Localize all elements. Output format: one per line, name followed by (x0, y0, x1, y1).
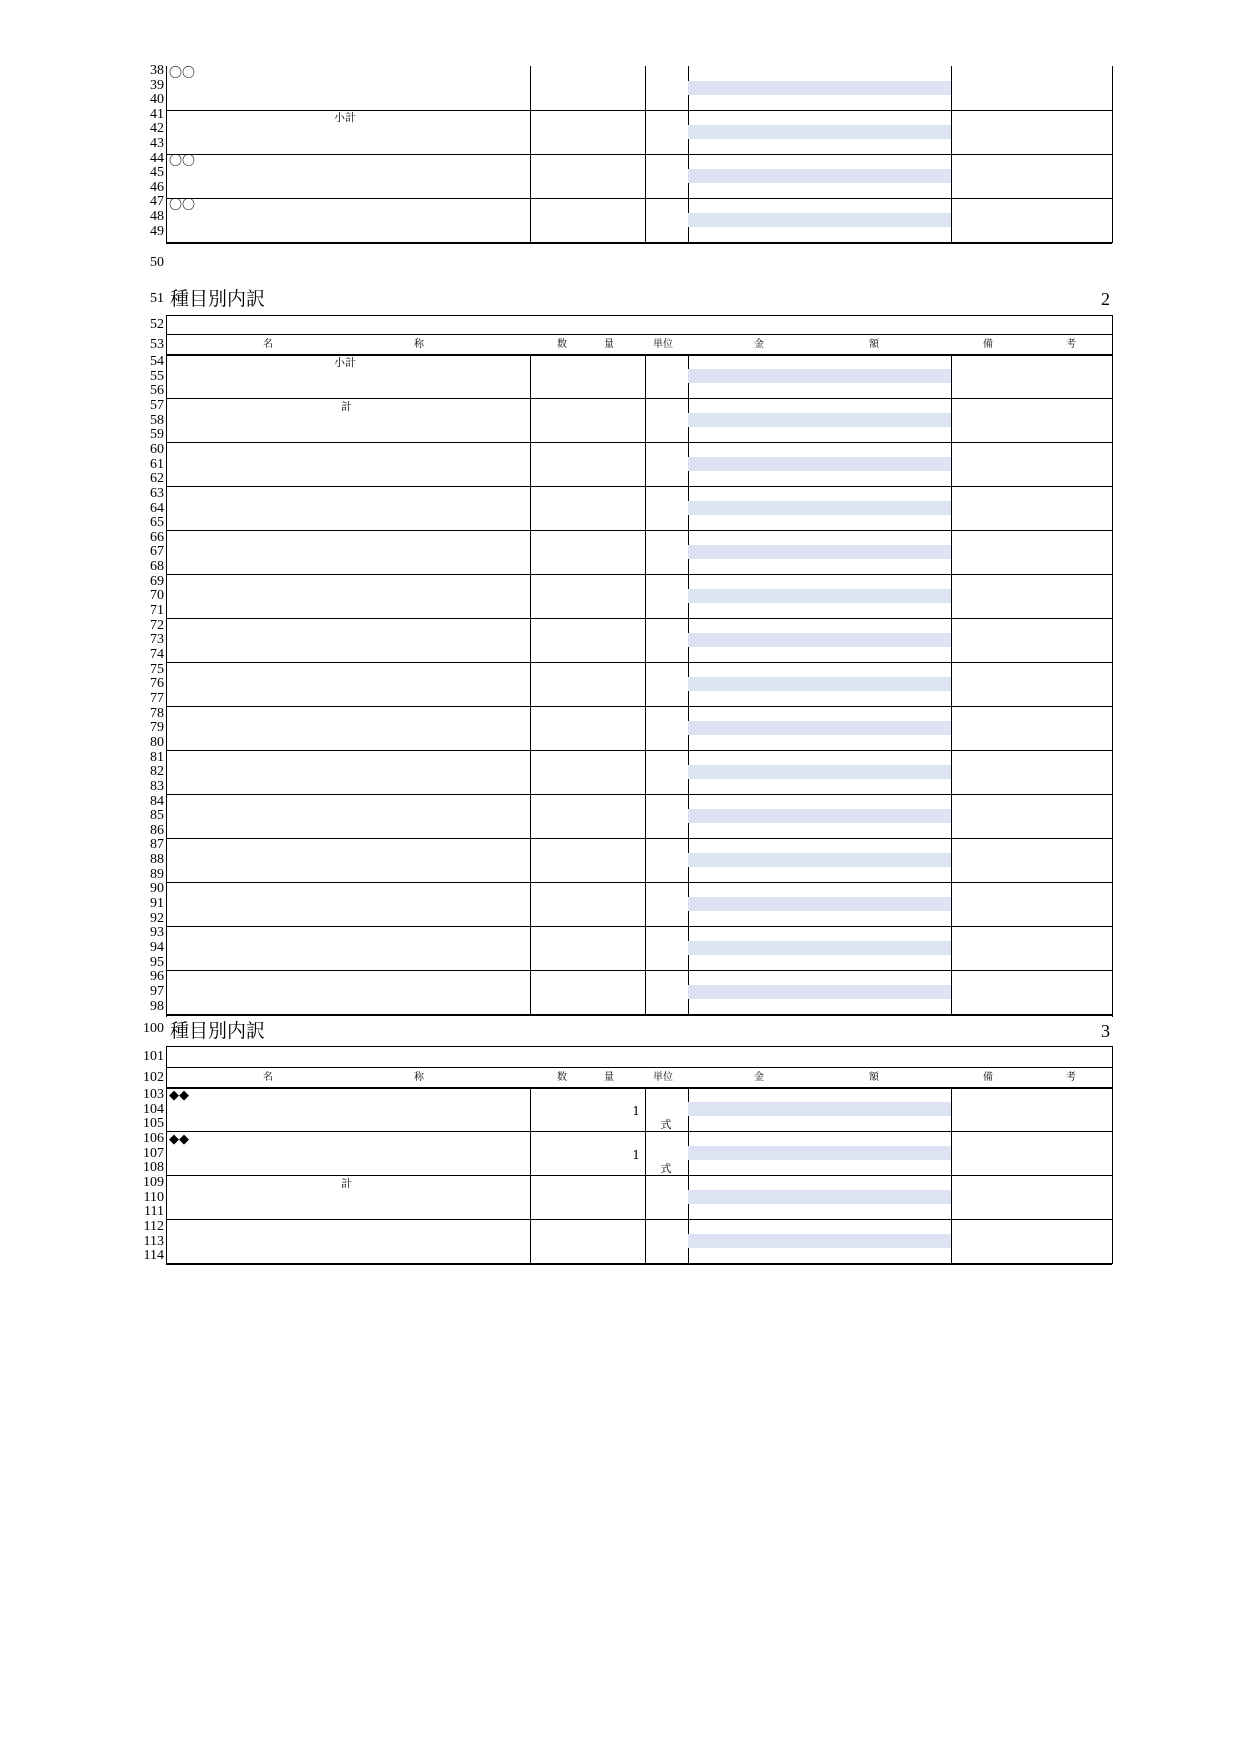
row-number: 53 (150, 337, 164, 352)
row-number: 49 (150, 223, 164, 239)
grid-hline (166, 154, 1112, 155)
amount-band (688, 1146, 951, 1160)
grid-hline (166, 926, 1112, 927)
row-number: 65 (150, 515, 164, 531)
grid-hline (166, 1263, 1112, 1265)
row-number: 94 (150, 940, 164, 955)
amount-band (688, 985, 951, 999)
row-number: 81 (150, 749, 164, 765)
row-number: 108 (143, 1160, 164, 1176)
row-number: 98 (150, 998, 164, 1014)
amount-band (688, 457, 951, 471)
item-mark: ◆◆ (169, 1132, 189, 1147)
amount-band (688, 897, 951, 911)
unit-value: 式 (660, 1162, 672, 1175)
row-number: 76 (150, 676, 164, 692)
amount-band (688, 1234, 951, 1248)
grid-hline (166, 1014, 1112, 1016)
row-number: 48 (150, 209, 164, 224)
header-quantity: 量 (604, 1072, 614, 1083)
row-number: 39 (150, 77, 164, 93)
grid-hline (166, 574, 1112, 575)
row-number: 57 (150, 397, 164, 413)
row-number: 50 (150, 255, 164, 270)
row-number: 110 (143, 1189, 164, 1205)
row-number: 74 (150, 647, 164, 662)
grid-hline (166, 486, 1112, 487)
item-mark: 〇〇 (169, 66, 196, 81)
item-mark: 〇〇 (169, 154, 196, 169)
amount-band (688, 369, 951, 383)
row-number: 80 (150, 734, 164, 750)
grid-hline (166, 354, 1112, 356)
row-number: 75 (150, 661, 164, 677)
grid-vline (645, 354, 646, 1014)
amount-band (688, 809, 951, 823)
subtotal-label: 小計 (334, 356, 356, 369)
row-number: 112 (143, 1218, 164, 1234)
row-number: 43 (150, 136, 164, 151)
amount-band (688, 633, 951, 647)
grid-vline (1112, 1046, 1113, 1264)
amount-band (688, 941, 951, 955)
row-number: 91 (150, 896, 164, 912)
quantity-value: 1 (632, 1104, 640, 1118)
header-name: 名 (263, 339, 273, 350)
row-number: 59 (150, 427, 164, 443)
row-number: 56 (150, 383, 164, 399)
header-amount: 額 (869, 1072, 879, 1083)
row-number: 105 (143, 1116, 164, 1132)
header-remarks: 考 (1066, 339, 1076, 350)
grid-hline (166, 706, 1112, 707)
grid-hline (166, 442, 1112, 443)
amount-band (688, 213, 951, 227)
total-label: 計 (341, 1177, 352, 1190)
amount-band (688, 1102, 951, 1116)
row-number: 111 (144, 1204, 164, 1220)
grid-hline (166, 1046, 1112, 1047)
row-number: 107 (143, 1145, 164, 1161)
row-number: 64 (150, 500, 164, 516)
row-number: 77 (150, 690, 164, 706)
grid-hline (166, 882, 1112, 883)
row-number: 69 (150, 573, 164, 589)
grid-hline (166, 530, 1112, 531)
row-number: 89 (150, 866, 164, 882)
row-number: 70 (150, 588, 164, 604)
grid-hline (166, 1219, 1112, 1220)
section-title: 種目別内訳 (170, 1020, 266, 1042)
row-number: 52 (150, 317, 164, 332)
row-number: 97 (150, 983, 164, 999)
row-number: 79 (150, 720, 164, 736)
section-title: 種目別内訳 (170, 288, 266, 310)
header-remarks: 備 (983, 339, 993, 350)
grid-hline (166, 1067, 1112, 1068)
header-remarks: 考 (1066, 1072, 1076, 1083)
row-number: 44 (150, 150, 164, 166)
grid-hline (166, 750, 1112, 751)
grid-vline (1112, 315, 1113, 1017)
header-unit: 単位 (653, 339, 673, 350)
header-remarks: 備 (983, 1072, 993, 1083)
page-number: 2 (1101, 289, 1110, 309)
row-number: 82 (150, 764, 164, 780)
row-number: 46 (150, 179, 164, 195)
grid-hline (166, 1175, 1112, 1176)
grid-vline (530, 354, 531, 1014)
row-number: 103 (143, 1087, 164, 1102)
row-number: 78 (150, 705, 164, 721)
grid-vline (951, 354, 952, 1014)
grid-hline (166, 838, 1112, 839)
row-number: 40 (150, 92, 164, 108)
row-number: 83 (150, 778, 164, 794)
row-number: 113 (143, 1233, 164, 1249)
amount-band (688, 677, 951, 691)
grid-hline (166, 1131, 1112, 1132)
amount-band (688, 169, 951, 183)
amount-band (688, 81, 951, 95)
grid-vline (166, 1046, 167, 1264)
row-number: 86 (150, 822, 164, 838)
grid-hline (166, 662, 1112, 663)
amount-band (688, 125, 951, 139)
grid-hline (166, 398, 1112, 399)
row-number: 51 (150, 291, 164, 306)
row-number: 55 (150, 368, 164, 384)
grid-hline (166, 198, 1112, 199)
row-number: 106 (143, 1130, 164, 1146)
row-number: 63 (150, 485, 164, 501)
header-name: 称 (414, 1072, 424, 1083)
grid-hline (166, 110, 1112, 111)
header-unit: 単位 (653, 1072, 673, 1083)
grid-hline (166, 242, 1112, 244)
total-label: 計 (341, 400, 352, 413)
row-number: 96 (150, 969, 164, 985)
row-number: 88 (150, 852, 164, 868)
grid-hline (166, 315, 1112, 316)
amount-band (688, 589, 951, 603)
row-number: 93 (150, 925, 164, 941)
item-mark: ◆◆ (169, 1088, 189, 1103)
amount-band (688, 501, 951, 515)
row-number: 61 (150, 456, 164, 472)
row-number: 73 (150, 632, 164, 648)
row-number: 95 (150, 954, 164, 970)
row-number: 68 (150, 559, 164, 575)
row-number: 38 (150, 63, 164, 78)
row-number: 90 (150, 881, 164, 897)
amount-band (688, 1190, 951, 1204)
grid-vline (1112, 66, 1113, 243)
amount-band (688, 545, 951, 559)
page-number: 3 (1101, 1021, 1110, 1041)
header-amount: 額 (869, 339, 879, 350)
row-number: 85 (150, 808, 164, 824)
row-number: 72 (150, 617, 164, 633)
row-number: 104 (143, 1101, 164, 1117)
header-quantity: 量 (604, 339, 614, 350)
header-quantity: 数 (557, 339, 567, 350)
grid-vline (166, 315, 167, 1017)
grid-hline (166, 334, 1112, 335)
header-quantity: 数 (557, 1072, 567, 1083)
row-number: 84 (150, 793, 164, 809)
quantity-value: 1 (632, 1148, 640, 1162)
row-number: 60 (150, 441, 164, 457)
grid-hline (166, 1087, 1112, 1089)
row-number: 67 (150, 544, 164, 560)
header-amount: 金 (754, 339, 764, 350)
row-number: 62 (150, 471, 164, 487)
row-number: 100 (143, 1021, 164, 1036)
row-number: 71 (150, 603, 164, 619)
subtotal-label: 小計 (334, 111, 356, 124)
header-name: 名 (263, 1072, 273, 1083)
row-number: 92 (150, 910, 164, 926)
amount-band (688, 765, 951, 779)
amount-band (688, 853, 951, 867)
amount-band (688, 721, 951, 735)
row-number: 41 (150, 106, 164, 122)
item-mark: 〇〇 (169, 198, 196, 213)
row-number: 66 (150, 529, 164, 545)
row-number: 109 (143, 1174, 164, 1190)
amount-band (688, 413, 951, 427)
header-name: 称 (414, 339, 424, 350)
grid-hline (166, 794, 1112, 795)
row-number: 42 (150, 121, 164, 137)
unit-value: 式 (660, 1118, 672, 1131)
header-amount: 金 (754, 1072, 764, 1083)
grid-hline (166, 618, 1112, 619)
row-number: 114 (143, 1248, 164, 1264)
row-number: 102 (143, 1070, 164, 1085)
row-number: 54 (150, 354, 164, 369)
row-number: 47 (150, 194, 164, 210)
row-number: 58 (150, 412, 164, 428)
row-number: 87 (150, 837, 164, 853)
row-number: 45 (150, 165, 164, 181)
row-number: 101 (143, 1049, 164, 1064)
grid-hline (166, 970, 1112, 971)
